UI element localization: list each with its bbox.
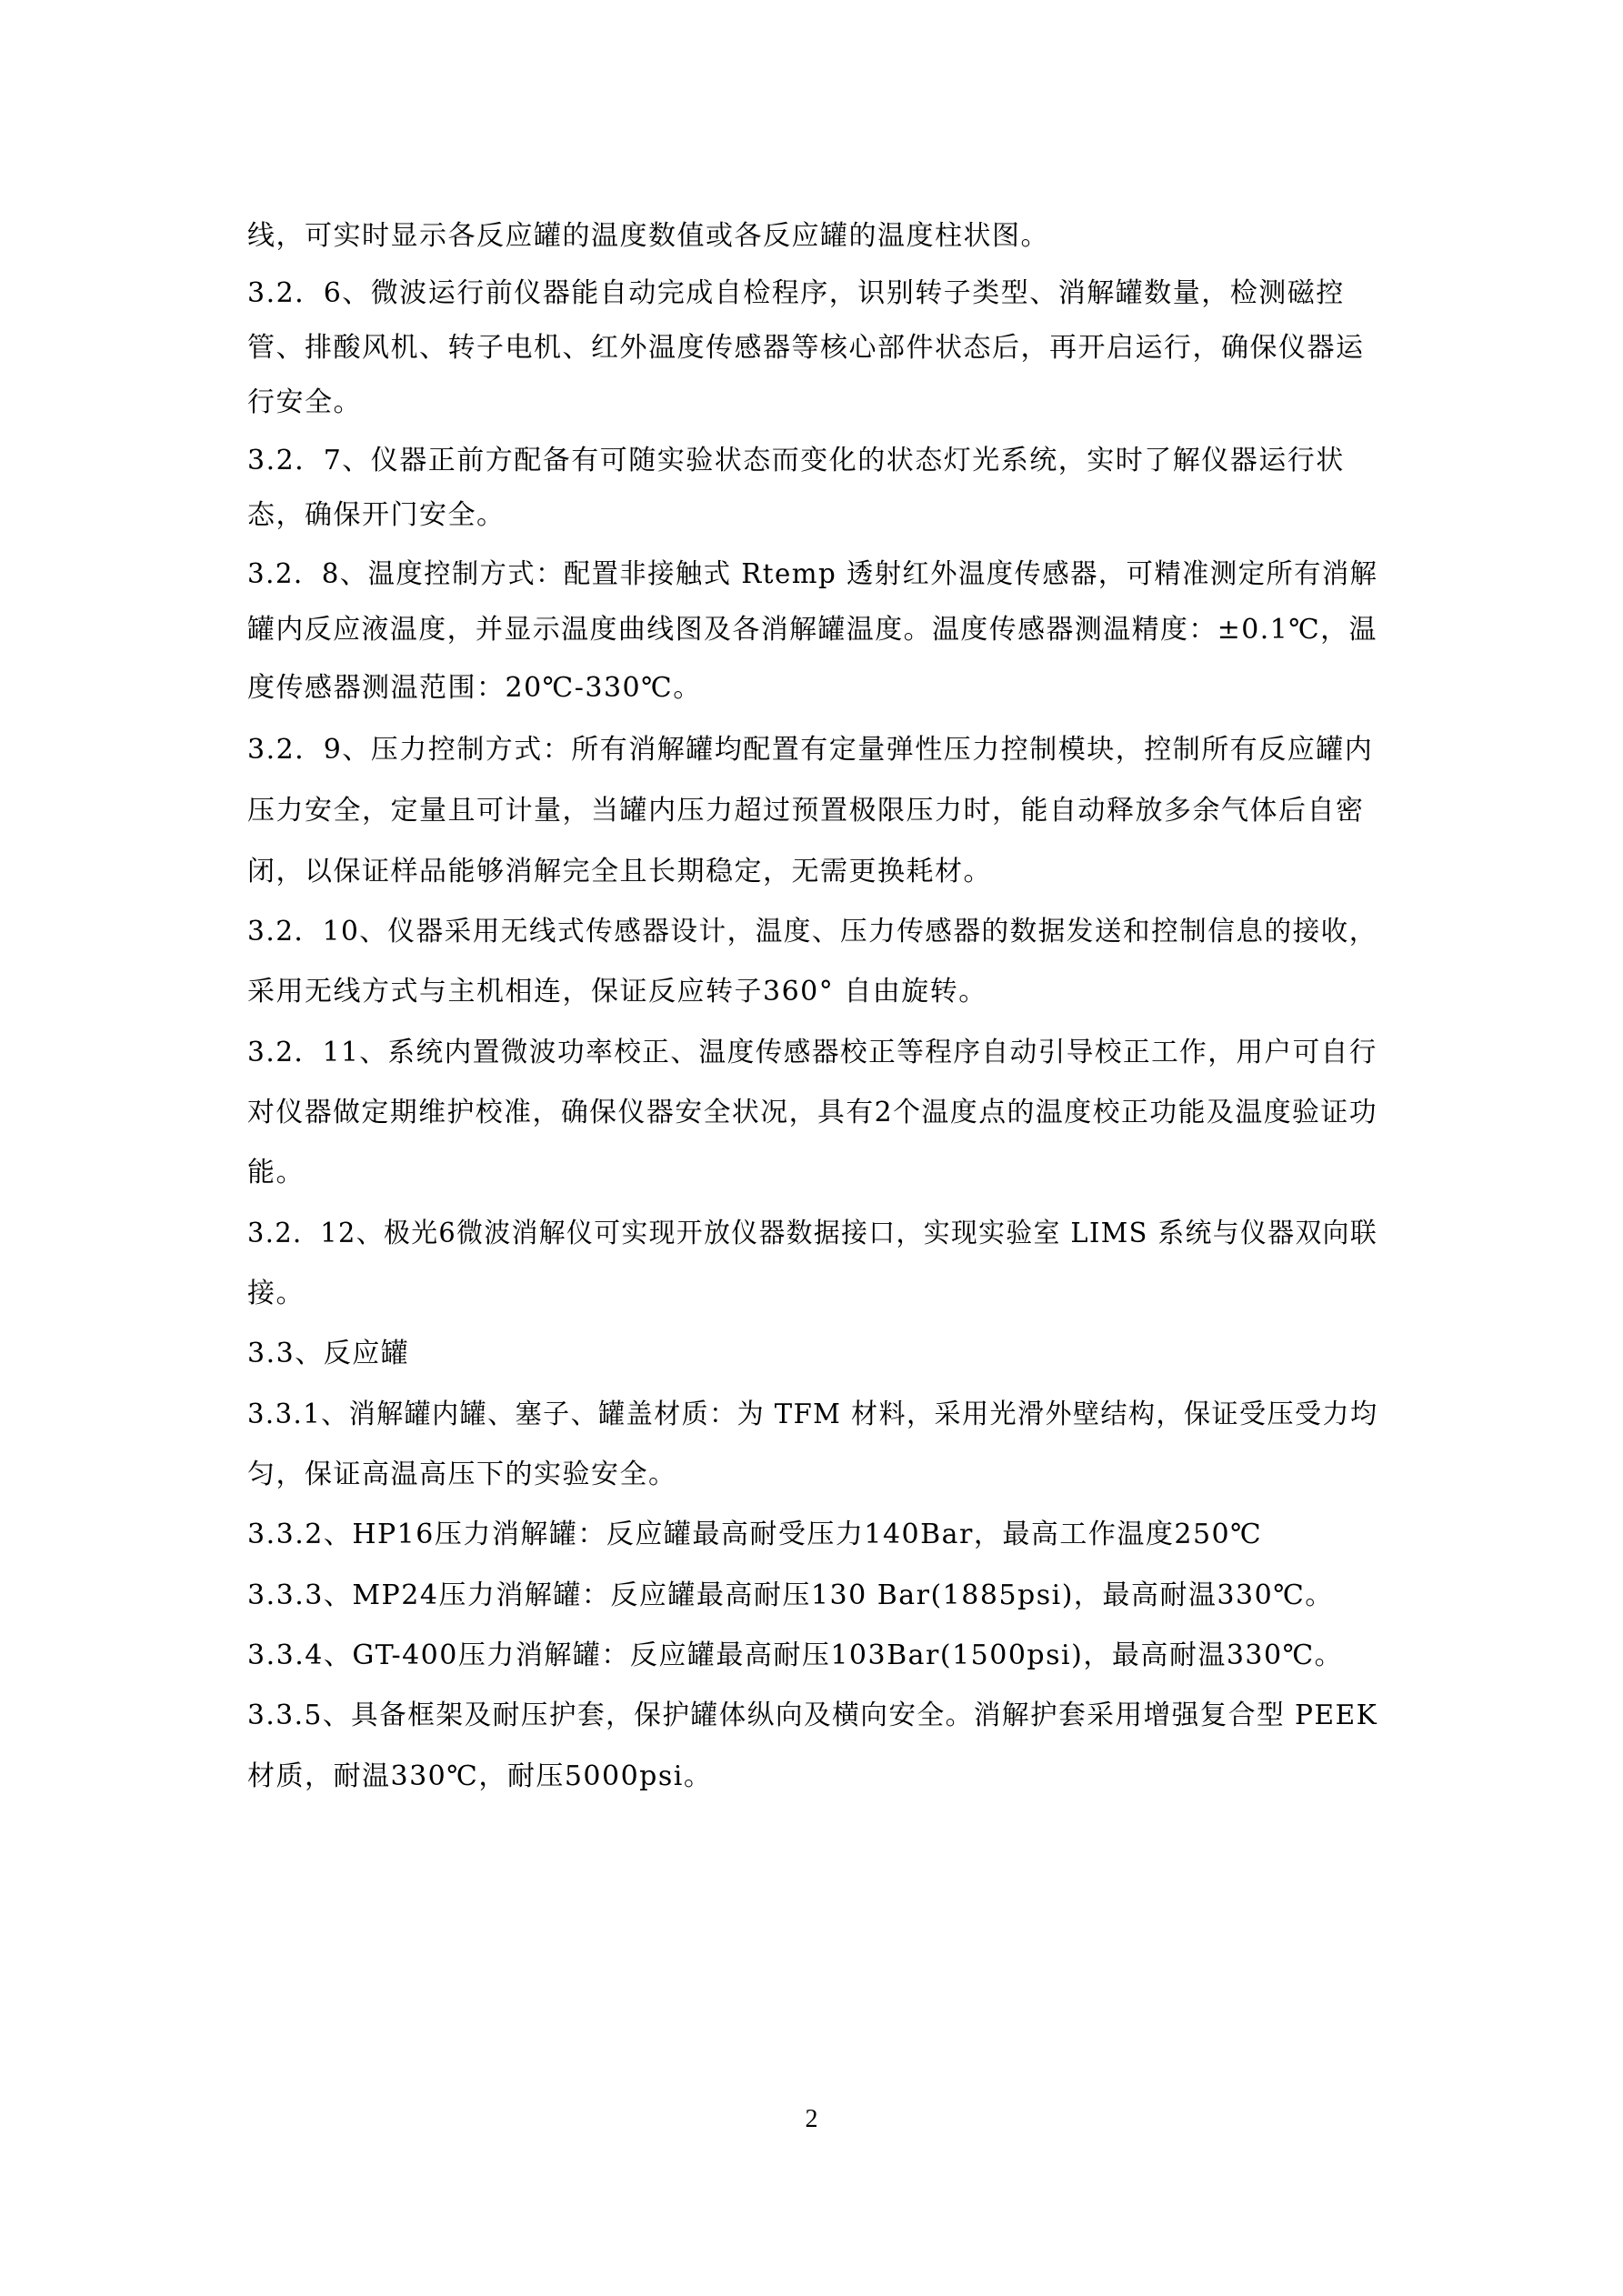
text-line: 3.2．9、压力控制方式：所有消解罐均配置有定量弹性压力控制模块，控制所有反应罐内 — [247, 734, 1374, 766]
text-line: 采用无线方式与主机相连，保证反应转子360° 自由旋转。 — [247, 976, 987, 1008]
text-line: 度传感器测温范围：20℃-330℃。 — [247, 672, 702, 704]
text-line: 闭，以保证样品能够消解完全且长期稳定，无需更换耗材。 — [247, 856, 992, 887]
text-line: 材质，耐温330℃，耐压5000psi。 — [247, 1760, 713, 1792]
text-line: 3.2．10、仪器采用无线式传感器设计，温度、压力传感器的数据发送和控制信息的接收， — [247, 916, 1378, 947]
text-line: 3.2．12、极光6微波消解仪可实现开放仪器数据接口，实现实验室 LIMS 系统与仪器双向联 — [247, 1218, 1378, 1249]
text-line: 行安全。 — [247, 386, 362, 418]
text-line: 压力安全，定量且可计量，当罐内压力超过预置极限压力时，能自动释放多余气体后自密 — [247, 795, 1365, 827]
text-line: 3.3.2、HP16压力消解罐：反应罐最高耐受压力140Bar，最高工作温度250℃ — [247, 1519, 1263, 1550]
text-line: 3.3.3、MP24压力消解罐：反应罐最高耐压130 Bar(1885psi)，最高耐温330℃。 — [247, 1579, 1334, 1611]
page-number: 2 — [805, 2105, 818, 2133]
text-line: 管、排酸风机、转子电机、红外温度传感器等核心部件状态后，再开启运行，确保仪器运 — [247, 332, 1365, 364]
text-line: 3.3.1、消解罐内罐、塞子、罐盖材质：为 TFM 材料，采用光滑外壁结构，保证受压受力均 — [247, 1399, 1378, 1430]
text-line: 线，可实时显示各反应罐的温度数值或各反应罐的温度柱状图。 — [247, 220, 1049, 252]
section-heading: 3.3、反应罐 — [247, 1338, 410, 1369]
text-line: 罐内反应液温度，并显示温度曲线图及各消解罐温度。温度传感器测温精度：±0.1℃，温 — [247, 614, 1378, 646]
text-line: 态，确保开门安全。 — [247, 499, 506, 531]
text-line: 能。 — [247, 1157, 305, 1188]
text-line: 3.2．11、系统内置微波功率校正、温度传感器校正等程序自动引导校正工作，用户可自行 — [247, 1037, 1378, 1068]
text-line: 对仪器做定期维护校准，确保仪器安全状况，具有2个温度点的温度校正功能及温度验证功 — [247, 1097, 1378, 1128]
text-line: 接。 — [247, 1278, 305, 1309]
text-line: 匀，保证高温高压下的实验安全。 — [247, 1459, 677, 1490]
text-line: 3.2．6、微波运行前仪器能自动完成自检程序，识别转子类型、消解罐数量，检测磁控 — [247, 277, 1345, 309]
text-line: 3.3.4、GT-400压力消解罐：反应罐最高耐压103Bar(1500psi)，最高耐温330℃。 — [247, 1639, 1344, 1671]
text-line: 3.2．7、仪器正前方配备有可随实验状态而变化的状态灯光系统，实时了解仪器运行状 — [247, 445, 1345, 476]
text-line: 3.3.5、具备框架及耐压护套，保护罐体纵向及横向安全。消解护套采用增强复合型 PEEK — [247, 1699, 1378, 1731]
text-line: 3.2．8、温度控制方式：配置非接触式 Rtemp 透射红外温度传感器，可精准测定所有消解 — [247, 558, 1378, 590]
